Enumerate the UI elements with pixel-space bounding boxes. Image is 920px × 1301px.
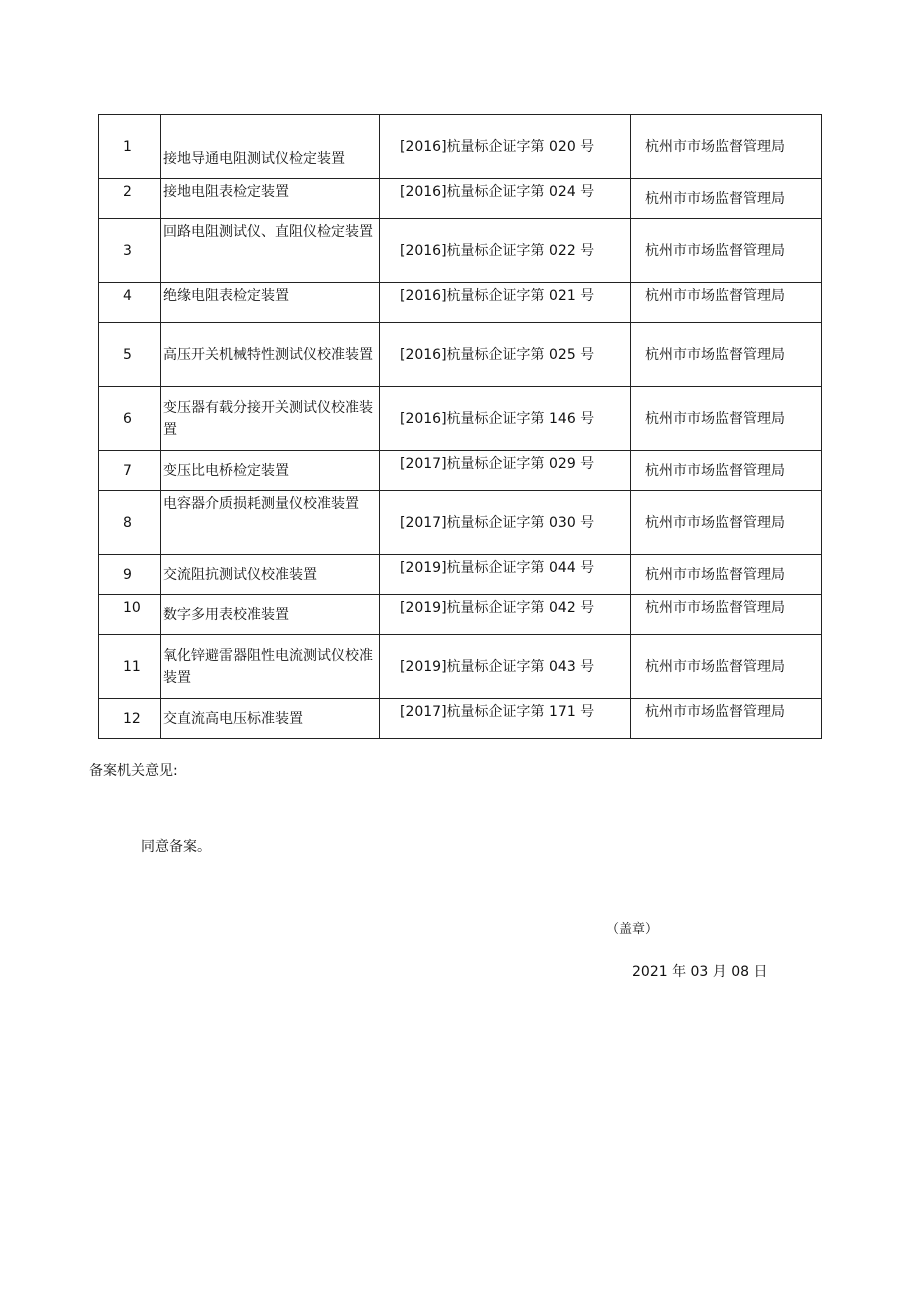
device-name: 接地导通电阻测试仪检定装置 [161, 115, 380, 179]
opinion-label: 备案机关意见: [89, 763, 178, 779]
row-number: 6 [99, 387, 161, 451]
certificate-number: [2017]杭量标企证字第 030 号 [380, 491, 631, 555]
issuing-authority: 杭州市市场监督管理局 [631, 699, 822, 739]
device-name: 变压比电桥检定装置 [161, 451, 380, 491]
certificate-number: [2017]杭量标企证字第 171 号 [380, 699, 631, 739]
table-row [99, 451, 822, 491]
device-name: 交流阻抗测试仪校准装置 [161, 555, 380, 595]
issuing-authority: 杭州市市场监督管理局 [631, 491, 822, 555]
row-number: 5 [99, 323, 161, 387]
device-name: 数字多用表校准装置 [161, 595, 380, 635]
device-name: 绝缘电阻表检定装置 [161, 283, 380, 323]
device-name: 高压开关机械特性测试仪校准装置 [161, 323, 380, 387]
record-table [98, 114, 822, 739]
device-name: 氧化锌避雷器阻性电流测试仪校准装置 [161, 635, 380, 699]
row-number: 12 [99, 699, 161, 739]
row-number: 4 [99, 283, 161, 323]
issuing-authority: 杭州市市场监督管理局 [631, 283, 822, 323]
table-row [99, 387, 822, 451]
table-row [99, 635, 822, 699]
issuing-authority: 杭州市市场监督管理局 [631, 595, 822, 635]
row-number: 7 [99, 451, 161, 491]
device-name: 接地电阻表检定装置 [161, 179, 380, 219]
certificate-number: [2016]杭量标企证字第 146 号 [380, 387, 631, 451]
row-number: 10 [99, 595, 161, 635]
device-name: 回路电阻测试仪、直阻仪检定装置 [161, 219, 380, 283]
table-row [99, 219, 822, 283]
issuing-authority: 杭州市市场监督管理局 [631, 179, 822, 219]
table-row [99, 179, 822, 219]
row-number: 2 [99, 179, 161, 219]
row-number: 3 [99, 219, 161, 283]
certificate-number: [2016]杭量标企证字第 021 号 [380, 283, 631, 323]
opinion-text: 同意备案。 [141, 839, 211, 855]
certificate-number: [2017]杭量标企证字第 029 号 [380, 451, 631, 491]
certificate-number: [2019]杭量标企证字第 042 号 [380, 595, 631, 635]
issuing-authority: 杭州市市场监督管理局 [631, 115, 822, 179]
issuing-authority: 杭州市市场监督管理局 [631, 387, 822, 451]
row-number: 1 [99, 115, 161, 179]
table-row [99, 595, 822, 635]
issuing-authority: 杭州市市场监督管理局 [631, 555, 822, 595]
certificate-number: [2016]杭量标企证字第 024 号 [380, 179, 631, 219]
seal-text: （盖章） [606, 922, 659, 937]
table-row [99, 283, 822, 323]
certificate-number: [2016]杭量标企证字第 022 号 [380, 219, 631, 283]
table-row [99, 699, 822, 739]
issuing-authority: 杭州市市场监督管理局 [631, 219, 822, 283]
certificate-number: [2019]杭量标企证字第 043 号 [380, 635, 631, 699]
table-row [99, 115, 822, 179]
certificate-number: [2016]杭量标企证字第 020 号 [380, 115, 631, 179]
issuing-authority: 杭州市市场监督管理局 [631, 323, 822, 387]
certificate-number: [2016]杭量标企证字第 025 号 [380, 323, 631, 387]
table-row [99, 555, 822, 595]
device-name: 电容器介质损耗测量仪校准装置 [161, 491, 380, 555]
row-number: 8 [99, 491, 161, 555]
row-number: 11 [99, 635, 161, 699]
table-row [99, 491, 822, 555]
device-name: 变压器有载分接开关测试仪校准装置 [161, 387, 380, 451]
issuing-authority: 杭州市市场监督管理局 [631, 451, 822, 491]
certificate-number: [2019]杭量标企证字第 044 号 [380, 555, 631, 595]
issuing-authority: 杭州市市场监督管理局 [631, 635, 822, 699]
row-number: 9 [99, 555, 161, 595]
table-row [99, 323, 822, 387]
filing-date: 2021 年 03 月 08 日 [632, 964, 768, 980]
device-name: 交直流高电压标准装置 [161, 699, 380, 739]
